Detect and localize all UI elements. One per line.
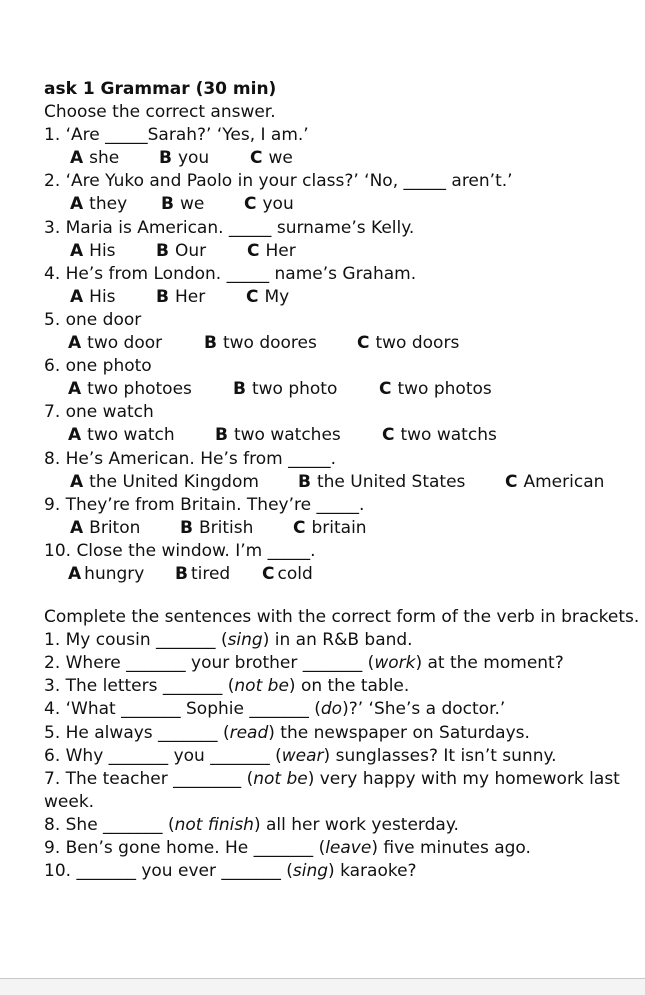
options-row [44, 424, 639, 447]
question-text: 10. Close the window. I’m _____. [44, 540, 316, 561]
sentence-9: 9. Ben’s gone home. He _______ (leave) five minutes ago. [44, 838, 531, 858]
option-c: C My [246, 286, 290, 307]
question-text: 5. one door [44, 309, 142, 330]
option-c: C britain [293, 517, 367, 538]
option-c: C Her [247, 240, 296, 261]
option-a: A she [70, 148, 120, 169]
question-text: 8. He’s American. He’s from _____. [44, 448, 337, 469]
options-row [44, 517, 639, 540]
verb-hint: sing [227, 630, 263, 651]
question-8 [44, 448, 639, 494]
options-row [44, 240, 639, 263]
option-a: A His [70, 240, 116, 261]
sentence-10: 10. _______ you ever _______ (sing) karaoke? [44, 861, 417, 882]
page-bottom-strip [0, 979, 645, 995]
task1-instruction: Choose the correct answer. [44, 102, 276, 123]
question-6 [44, 355, 639, 401]
section-gap [44, 586, 639, 606]
verb-hint: not finish [174, 814, 254, 835]
task-title: ask 1 Grammar (30 min) [44, 79, 277, 99]
option-b: B two doores [204, 333, 317, 354]
sentence-7: 7. The teacher ________ (not be) very happy with my homework last [44, 768, 620, 789]
verb-hint: read [229, 722, 269, 743]
option-a: A two door [68, 333, 163, 354]
question-text: 3. Maria is American. _____ surname’s Kelly. [44, 217, 415, 238]
option-b: B two photo [233, 379, 338, 400]
option-c: C we [250, 148, 293, 169]
question-5 [44, 309, 639, 355]
options-row [44, 563, 639, 586]
options-row [44, 286, 639, 309]
option-a: A hungry [68, 563, 145, 584]
option-b: B British [180, 517, 254, 538]
sentence-6: 6. Why _______ you _______ (wear) sunglasses? It isn’t sunny. [44, 745, 557, 766]
verb-hint: leave [325, 838, 372, 858]
sentence-4: 4. ‘What _______ Sophie _______ (do)?’ ‘She’s a doctor.’ [44, 699, 506, 720]
option-c: C cold [262, 563, 313, 584]
options-row [44, 147, 639, 170]
question-text: 7. one watch [44, 402, 154, 423]
question-3 [44, 217, 639, 263]
question-4 [44, 263, 639, 309]
option-a: A His [70, 286, 116, 307]
options-row [44, 332, 639, 355]
options-row [44, 378, 639, 401]
verb-hint: wear [281, 745, 324, 766]
question-2 [44, 170, 639, 216]
option-c: C two doors [357, 333, 460, 354]
question-10 [44, 540, 639, 586]
question-text: 9. They’re from Britain. They’re _____. [44, 494, 365, 515]
option-b: B two watches [215, 425, 341, 446]
options-row [44, 471, 639, 494]
verb-hint: sing [292, 861, 329, 882]
option-a: A Briton [70, 517, 141, 538]
option-a: A two watch [68, 425, 175, 446]
sentence-2: 2. Where _______ your brother _______ (work) at the moment? [44, 653, 564, 674]
option-b: B the United States [298, 471, 466, 492]
option-b: B you [159, 148, 210, 169]
option-b: B Our [156, 240, 207, 261]
option-b: B tired [175, 563, 231, 584]
question-text: 6. one photo [44, 356, 152, 377]
sentence-3: 3. The letters _______ (not be) on the table. [44, 676, 410, 697]
task2-instruction: Complete the sentences with the correct form of the verb in brackets. [44, 607, 640, 628]
option-a: A two photoes [68, 379, 192, 400]
option-a: A they [70, 194, 128, 215]
sentence-5: 5. He always _______ (read) the newspaper on Saturdays. [44, 722, 530, 743]
worksheet [44, 78, 639, 883]
option-a: A the United Kingdom [70, 471, 259, 492]
question-9 [44, 494, 639, 540]
option-c: C two photos [379, 379, 492, 400]
options-row [44, 193, 639, 216]
question-1 [44, 124, 639, 170]
sentence-8: 8. She _______ (not finish) all her work yesterday. [44, 814, 459, 835]
option-c: C American [505, 471, 605, 492]
question-text: 4. He’s from London. _____ name’s Graham. [44, 263, 417, 284]
question-text: 2. ‘Are Yuko and Paolo in your class?’ ‘No, _____ aren’t.’ [44, 171, 513, 192]
option-c: C you [244, 194, 294, 215]
question-7 [44, 401, 639, 447]
verb-hint: not be [234, 676, 289, 697]
sentence-7-continued: week. [44, 791, 95, 812]
verb-hint: work [374, 653, 416, 674]
verb-hint: do [320, 699, 343, 720]
option-b: B we [161, 194, 205, 215]
sentence-1: 1. My cousin _______ (sing) in an R&B band. [44, 630, 413, 651]
question-text: 1. ‘Are _____Sarah?’ ‘Yes, I am.’ [44, 125, 309, 146]
option-c: C two watchs [382, 425, 497, 446]
verb-hint: not be [253, 768, 308, 789]
option-b: B Her [156, 286, 206, 307]
